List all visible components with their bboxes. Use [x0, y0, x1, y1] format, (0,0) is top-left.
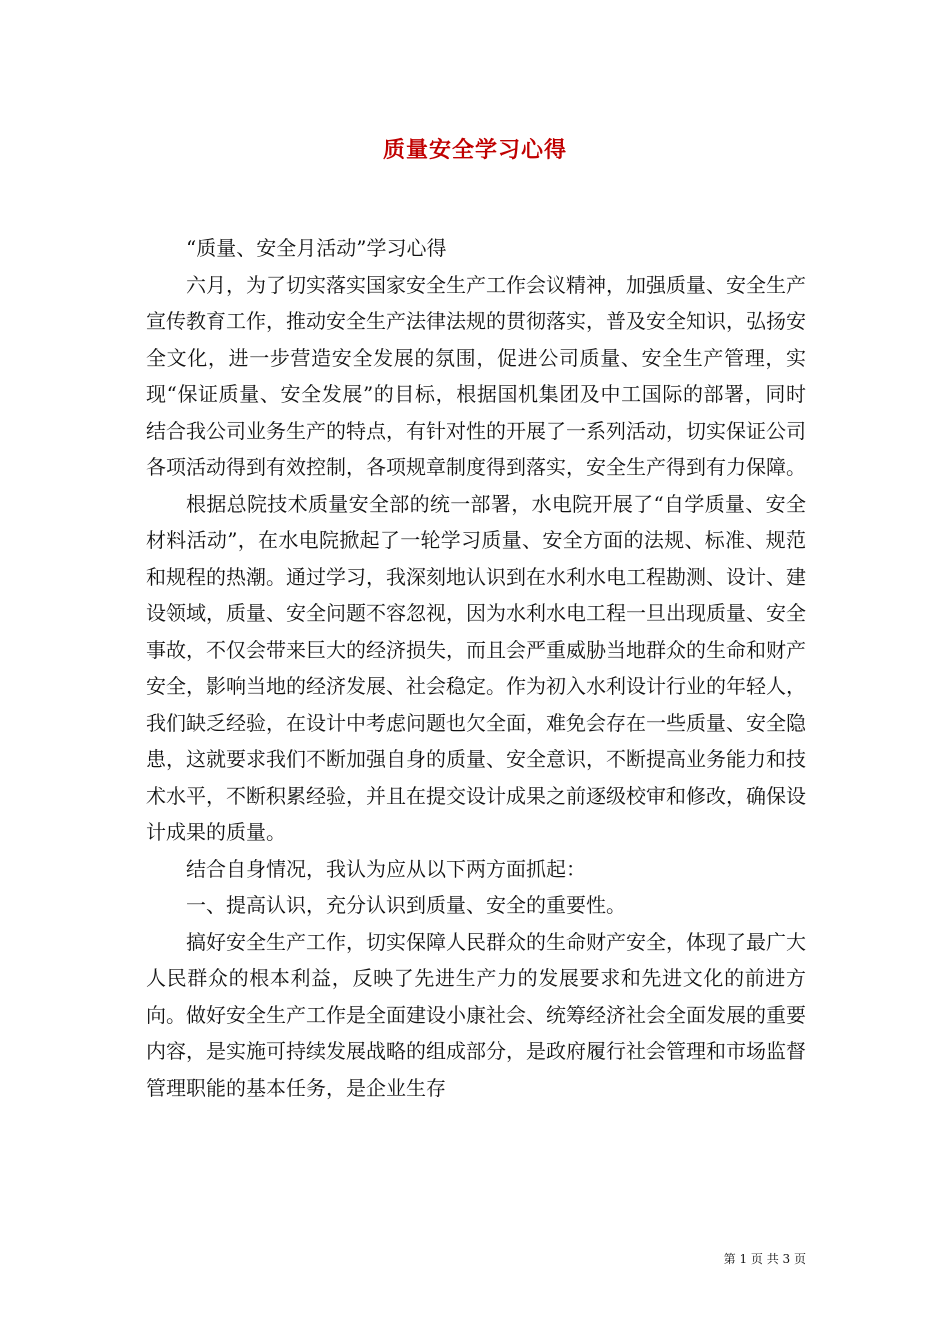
- body-paragraph: 结合自身情况，我认为应从以下两方面抓起：: [186, 856, 586, 881]
- section-heading: 一、提高认识，充分认识到质量、安全的重要性。: [186, 893, 626, 917]
- subtitle-paragraph: “质量、安全月活动”学习心得: [186, 236, 447, 260]
- document-body: [146, 230, 806, 1106]
- body-paragraph: 根据总院技术质量安全部的统一部署，水电院开展了“自学质量、安全材料活动”，在水电院掀起了一轮学习质量、安全方面的法规、标准、规范和规程的热潮。通过学习，我深刻地认识到在水利水电工程勘测、设计、建设领域，质量、安全问题不容忽视，因为水利水电工程一旦出现质量、安全事故，不仅会带来巨大的经济损失，而且会严重威胁当地群众的生命和财产安全，影响当地的经济发展、社会稳定。作为初入水利设计行业的年轻人，我们缺乏经验，在设计中考虑问题也欠全面，难免会存在一些质量、安全隐患，这就要求我们不断加强自身的质量、安全意识，不断提高业务能力和技术水平，不断积累经验，并且在提交设计成果之前逐级校审和修改，确保设计成果的质量。: [146, 491, 806, 844]
- page-number-footer: 第 1 页 共 3 页: [723, 1252, 806, 1266]
- body-paragraph: 搞好安全生产工作，切实保障人民群众的生命财产安全，体现了最广大人民群众的根本利益，反映了先进生产力的发展要求和先进文化的前进方向。做好安全生产工作是全面建设小康社会、统筹经济社会全面发展的重要内容，是实施可持续发展战略的组成部分，是政府履行社会管理和市场监督管理职能的基本任务，是企业生存: [146, 929, 806, 1100]
- body-paragraph: 六月，为了切实落实国家安全生产工作会议精神，加强质量、安全生产宣传教育工作，推动安全生产法律法规的贯彻落实，普及安全知识，弘扬安全文化，进一步营造安全发展的氛围，促进公司质量、安全生产管理，实现“保证质量、安全发展”的目标，根据国机集团及中工国际的部署，同时结合我公司业务生产的特点，有针对性的开展了一系列活动，切实保证公司各项活动得到有效控制，各项规章制度得到落实，安全生产得到有力保障。: [146, 272, 806, 479]
- page-title: 质量安全学习心得: [382, 137, 567, 163]
